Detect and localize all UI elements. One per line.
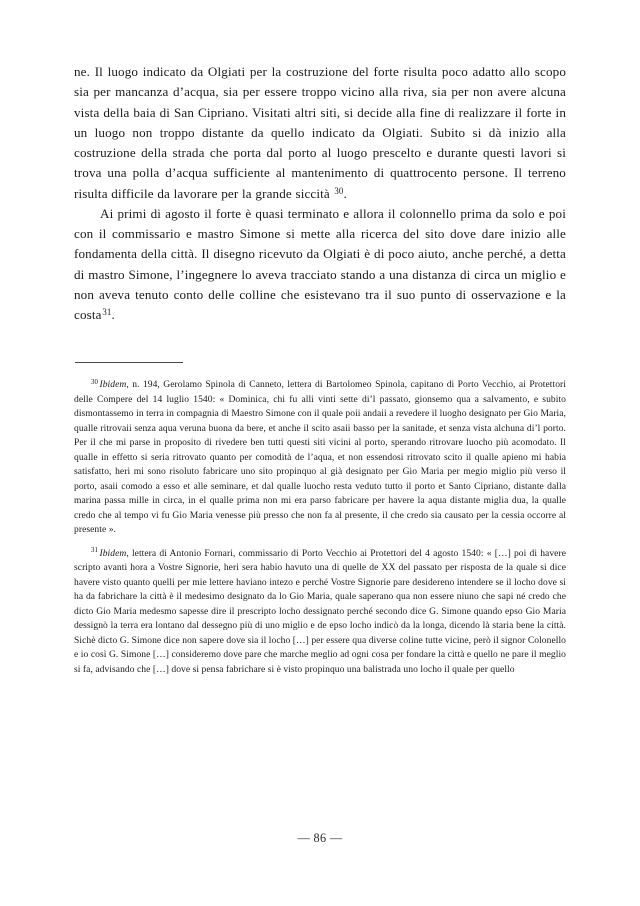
footnote-number: 31 — [91, 547, 98, 555]
footnote-reference-31[interactable]: 31 — [102, 307, 112, 318]
paragraph-text-tail: . — [111, 307, 115, 322]
body-paragraph — [74, 62, 566, 204]
footnote-reference-30[interactable]: 30 — [334, 185, 344, 196]
footnotes-block — [74, 378, 566, 677]
footnote-text: , lettera di Antonio Fornari, commissario di Porto Vecchio ai Protettori del 4 agosto 1540: « […] poi di havere scripto avanti hora a Vostre Signorie, heri sera habio havuto una di quelle de XX del passato per risposta de la quale si dice havere visto quanto quelli per mie lettere haviano intezo e perché Vostre Signorie pare desidereno intendere se il locho dove si ha da fabrichare la città è il medesimo designato da lo Gio Maria, quale saperano qua non essere niuno che sapi né credo che dicto Gio Maria medesmo sapesse dire il prescripto locho dessignato perché secondo dice G. Simone quando epso Gio Maria dessignò la terra era lontano dal dessegno più di uno miglio e de epso locho indicò da la longa, dicendo là staria bene la città. Sichè dicto G. Simone dice non sapere dove sia il locho […] per essere qua diverse coline tutte vicine, però il signor Colonello e io così G. Simone […] consideremo dove pare che marche meglio ad ogni cosa per fondare la città e quello ne pare il meglio si fa, advisando che […] dove si pensa fabrichare si è visto propinquo una balistrada uno locho il quale per quello — [74, 547, 566, 675]
paragraph-text: ne. Il luogo indicato da Olgiati per la costruzione del forte risulta poco adatto allo scopo sia per mancanza d’acqua, sia per essere troppo vicino alla riva, sia per non avere alcuna vista della baia di San Cipriano. Visitati altri siti, si decide alla fine di realizzare il forte in un luogo non troppo distante da quello indicato da Olgiati. Subito si dà inizio alla costruzione della strada che porta dal porto al luogo prescelto e durante questi lavori si trova una polla d’acqua sufficiente al mantenimento di quattrocento persone. Il terreno risulta difficile da lavorare per la grande siccità — [74, 64, 566, 201]
footnote-source-title: Ibidem — [99, 547, 127, 559]
footnote-31 — [74, 547, 566, 678]
footnote-number: 30 — [91, 378, 98, 386]
footnote-30 — [74, 378, 566, 538]
paragraph-text: Ai primi di agosto il forte è quasi terminato e allora il colonnello prima da solo e poi con il commissario e mastro Simone si mette alla ricerca del sito dove dare inizio alle fondamenta della città. Il disegno ricevuto da Olgiati è di poco aiuto, anche perché, a detta di mastro Simone, l’ingegnere lo aveva tracciato stando a una distanza di circa un miglio e non aveva tenuto conto delle colline che esistevano tra il suo punto di osservazione e la costa — [74, 205, 566, 322]
body-text-block — [74, 62, 566, 325]
footnote-text: , n. 194, Gerolamo Spinola di Canneto, lettera di Bartolomeo Spinola, capitano di Porto Vecchio, ai Protettori delle Compere del 14 luglio 1540: « Dominica, chi fu alli vinti sette di’l passato, gionsemo qua a salvamento, e subito dismontassemo in terra in compagnia di Maestro Simone con il quale poii andaii a revedere il luogho designato per Gio Maria, qualle ritrovaii senza aqua veruna buona da bere, et anche il scito asaii basso per la sanitade, et senza vista alchuna di’l porto. Per il che mi parse in proposito di rivedere ben tutti questi siti vicini al porto, sperando ritrovare luocho più acomodato. Il qualle in effetto si seria ritrovato quanto per comodità de l’aqua, et non essendosi ritrovato scito il qualle apieno mi habia satisfatto, heri mi sono risoluto fabricare uno sito propinquo al già designato per Gio Maria per megio miglio più verso il porto, asaii comodo a esso et alle seminare, et dal qualle luocho resta veduto tutto il porto et Santo Cipriano, distante dalla marina passa mille in circa, in el qualle prima non mi era parso fabricare per havere la aqua distante miglia dua, la qualle credo che al tempo vi fu Gio Maria venesse più presso che non fa al presente, il che credo sia causato per la cessia occorre al presente ». — [74, 379, 566, 536]
page-number: — 86 — — [297, 831, 343, 845]
footnote-source-title: Ibidem — [99, 379, 127, 390]
body-paragraph — [74, 204, 566, 326]
footnote-separator-rule — [75, 362, 183, 363]
paragraph-text-tail: . — [343, 185, 347, 201]
